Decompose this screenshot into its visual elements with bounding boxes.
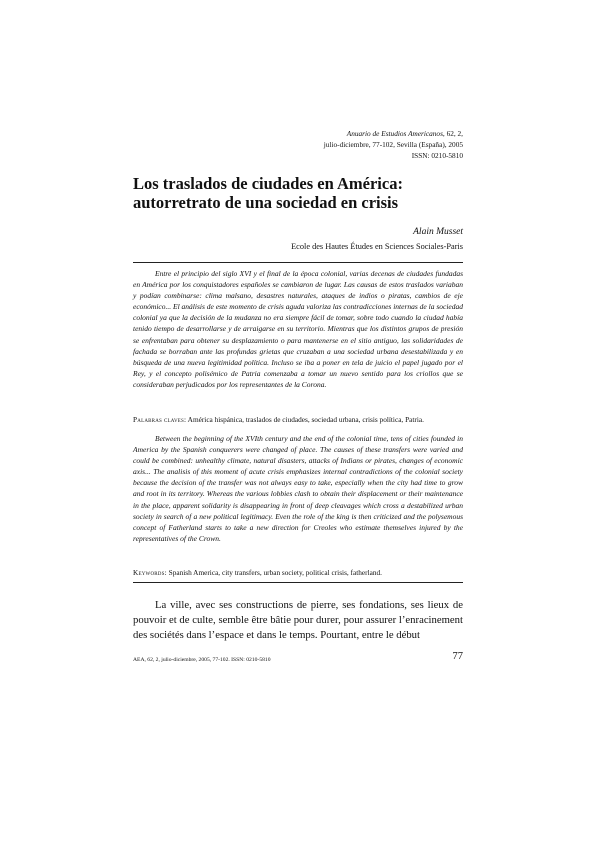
top-divider xyxy=(133,262,463,263)
keywords-english xyxy=(133,567,463,578)
footer-citation: AEA, 62, 2, julio-diciembre, 2005, 77-102. ISSN: 0210-5810 xyxy=(133,657,271,663)
author-affiliation: Ecole des Hautes Études en Sciences Sociales-Paris xyxy=(291,242,463,251)
abstract-spanish: Entre el principio del siglo XVI y el final de la época colonial, varias decenas de ciudades fundadas en América por los conquistadores españoles se cambiaron de lugar. Las causas de estos traslados variaban y podían combinarse: clima malsano, desastres naturales, ataques de indios o piratas, cambios de eje económico... El análisis de este momento de crisis aguda valoriza las contradicciones internas de la sociedad colonial ya que la decisión de la mudanza no era siempre fácil de tomar, sobre todo cuando la ciudad había tenido tiempo de desarrollarse y de arraigarse en su territorio. Mientras que los distintos grupos de presión se enfrentaban para obtener su desplazamiento o para mantenerse en el sitio antiguo, las solidaridades de fachada se borraban ante las profundas grietas que cruzaban a una sociedad urbana desestabilizada y en búsqueda de una nueva legitimidad política. Incluso se iba a poner en tela de juicio el papel jugado por el Rey, y el concepto polisémico de Patria comenzaba a tomar un nuevo sentido para los criollos que se consideraban perjudicados por los representantes de la Corona. xyxy=(133,269,463,389)
keywords-english-label: Keywords: xyxy=(133,568,167,577)
journal-header xyxy=(300,128,463,161)
abstract-english: Between the beginning of the XVIth century and the end of the colonial time, tens of cities founded in America by the Spanish conquerers were changed of place. The causes of these transfers were varied and could be combined: unhealthy climate, natural disasters, attacks of Indians or pirates, changes of economic axis... The analisis of this moment of acute crisis emphasizes internal contradictions of the colonial society because the decision of the transfer was not always easy to take, especially when the city had time to grow and root in its territory. Whereas the various lobbies clash to obtain their displacement or their maintenance in the place, apparent solidarity is disappearing in front of deep cleavages which cross a destabilized urban society in search of a new political legitimacy. Even the role of the king is then criticized and the polysemous concept of Fatherland starts to take a new direction for Creoles who estimate themselves injured by the representatives of the Crown. xyxy=(133,434,463,543)
keywords-spanish-text: América hispánica, traslados de ciudades, sociedad urbana, crisis política, Patria. xyxy=(186,415,424,424)
keywords-spanish xyxy=(133,414,463,425)
journal-name: Anuario de Estudios Americanos xyxy=(346,129,443,138)
keywords-english-text: Spanish America, city transfers, urban society, political crisis, fatherland. xyxy=(166,568,382,577)
journal-issue: , 62, 2, xyxy=(442,129,463,138)
journal-issn: ISSN: 0210-5810 xyxy=(411,151,463,160)
keywords-spanish-label: Palabras claves: xyxy=(133,415,187,424)
journal-date-place: julio-diciembre, 77-102, Sevilla (España), 2005 xyxy=(323,140,463,149)
body-paragraph: La ville, avec ses constructions de pierre, ses fondations, ses lieux de pouvoir et de culte, semble être bâtie pour durer, pour assurer l’enracinement des sociétés dans l’espace et dans le temps. Pourtant, entre le début xyxy=(133,599,463,641)
author-name: Alain Musset xyxy=(413,227,463,237)
bottom-divider xyxy=(133,582,463,583)
title-line-1: Los traslados de ciudades en América: xyxy=(133,174,403,193)
page-number: 77 xyxy=(452,651,463,662)
article-title xyxy=(133,174,463,212)
title-line-2: autorretrato de una sociedad en crisis xyxy=(133,193,399,212)
